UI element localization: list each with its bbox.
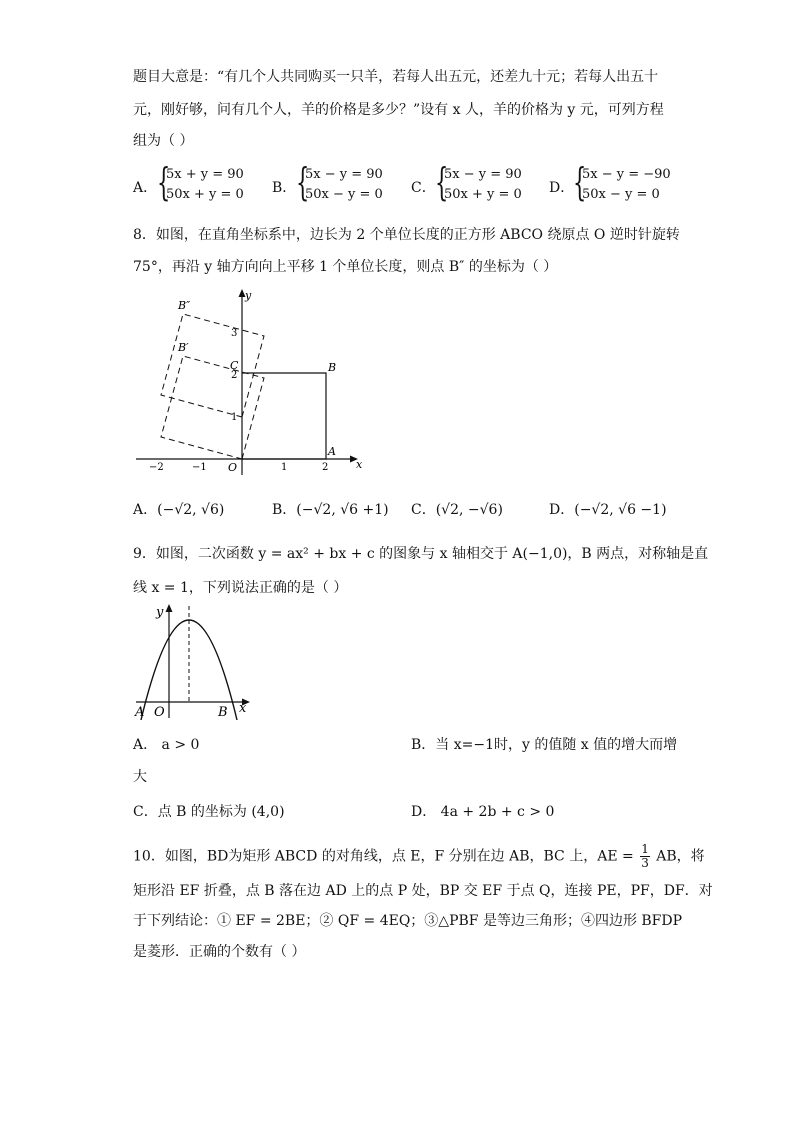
q8-option-d xyxy=(549,499,667,519)
q8-option-a xyxy=(133,499,224,519)
q8-option-d-text: (−√2, √6 −1) xyxy=(574,502,667,518)
q8-xtick-1: 1 xyxy=(281,462,288,473)
q10-line4: 是菱形．正确的个数有（ ） xyxy=(133,944,306,960)
q8-ytick-3: 3 xyxy=(231,328,238,339)
q8-xtick-2: 2 xyxy=(322,462,329,473)
q8-translated-square xyxy=(161,314,264,417)
q8-x-label: x xyxy=(356,458,363,471)
q10-fraction-den: 3 xyxy=(641,856,649,870)
q10-fraction xyxy=(640,843,650,870)
q7-option-d-eq2: 50x − y = 0 xyxy=(582,187,660,202)
q7-option-d-label: D． xyxy=(549,180,575,196)
q8-line2: 75°，再沿 y 轴方向向上平移 1 个单位长度，则点 B″ 的坐标为（ ） xyxy=(133,259,558,275)
q8-rotated-square xyxy=(161,356,264,459)
q8-label-bprime: B′ xyxy=(178,341,189,354)
q8-origin-label: O xyxy=(228,461,238,474)
q9-figure xyxy=(132,600,257,720)
q9-y-label: y xyxy=(156,605,164,620)
q8-xtick-m2: −2 xyxy=(149,462,164,473)
q7-option-c-eq1: 5x − y = 90 xyxy=(444,167,522,182)
q10-line3: 于下列结论：① EF = 2BE；② QF = 4EQ；③△PBF 是等边三角形；④四边形 BFDP xyxy=(133,913,683,929)
q7-option-a-eq2: 50x + y = 0 xyxy=(166,187,244,202)
q8-option-b-label: B． xyxy=(272,502,297,518)
q7-line1: 题目大意是：“有几个人共同购买一只羊，若每人出五元，还差九十元；若每人出五十 xyxy=(133,69,659,85)
q9-option-c: C．点 B 的坐标为 (4,0) xyxy=(133,804,285,820)
q10-line1-part2: AB，将 xyxy=(656,848,705,865)
q9-line1: 9．如图，二次函数 y = ax² + bx + c 的图象与 x 轴相交于 A(−1,0)，B 两点，对称轴是直 xyxy=(133,546,709,562)
q7-option-b-eq1: 5x − y = 90 xyxy=(305,167,383,182)
q7-option-a-label: A． xyxy=(133,180,158,196)
q8-square-abco xyxy=(242,373,326,459)
q8-ytick-1: 1 xyxy=(231,412,238,423)
q8-label-a: A xyxy=(328,445,336,458)
q10-fraction-num: 1 xyxy=(641,842,649,856)
q7-option-a-eq1: 5x + y = 90 xyxy=(166,167,244,182)
q8-option-b-text: (−√2, √6 +1) xyxy=(296,502,389,518)
q7-line2: 元，刚好够，问有几个人，羊的价格是多少？”设有 x 人，羊的价格为 y 元，可列方程 xyxy=(133,102,664,118)
q7-option-b-label: B． xyxy=(272,180,297,196)
q9-option-b: B．当 x=−1时，y 的值随 x 值的增大而增 xyxy=(411,737,678,753)
q8-option-c-text: (√2, −√6) xyxy=(435,502,503,518)
q9-option-d: D． 4a + 2b + c > 0 xyxy=(411,804,555,820)
q10-line2: 矩形沿 EF 折叠，点 B 落在边 AD 上的点 P 处，BP 交 EF 于点 Q，连接 PE，PF，DF．对 xyxy=(133,883,713,899)
q9-option-a: A． a > 0 xyxy=(133,737,200,753)
q9-label-b: B xyxy=(218,705,228,720)
q7-option-b-eq2: 50x − y = 0 xyxy=(305,187,383,202)
q8-option-d-label: D． xyxy=(549,502,575,518)
q10-line1-part1: 10．如图，BD为矩形 ABCD 的对角线，点 E，F 分别在边 AB，BC 上，AE = xyxy=(133,848,634,865)
q9-x-label: x xyxy=(239,701,247,716)
q8-label-bdoubleprime: B″ xyxy=(178,299,191,312)
q8-option-a-label: A． xyxy=(133,502,158,518)
q9-label-a: A xyxy=(135,705,145,720)
q10-line1 xyxy=(133,843,705,870)
q7-option-c-label: C． xyxy=(411,180,436,196)
q8-figure xyxy=(130,285,370,480)
q8-y-label: y xyxy=(245,289,252,302)
q8-option-c xyxy=(411,499,503,519)
q9-line2: 线 x = 1，下列说法正确的是（ ） xyxy=(133,580,348,596)
q9-label-o: O xyxy=(154,705,165,720)
q8-option-c-label: C． xyxy=(411,502,436,518)
q8-option-a-text: (−√2, √6) xyxy=(157,502,225,518)
q8-option-b xyxy=(272,499,389,519)
q7-option-c-eq2: 50x + y = 0 xyxy=(444,187,522,202)
q7-line3: 组为（ ） xyxy=(133,133,194,149)
q8-xtick-m1: −1 xyxy=(192,462,207,473)
q8-ytick-2: 2 xyxy=(231,370,238,381)
q9-option-b-cont: 大 xyxy=(133,769,147,785)
q7-option-d-eq1: 5x − y = −90 xyxy=(582,167,671,182)
q8-label-b: B xyxy=(328,361,337,374)
q8-line1: 8．如图，在直角坐标系中，边长为 2 个单位长度的正方形 ABCO 绕原点 O 逆时针旋转 xyxy=(133,227,680,243)
q8-label-c: C xyxy=(230,359,239,372)
